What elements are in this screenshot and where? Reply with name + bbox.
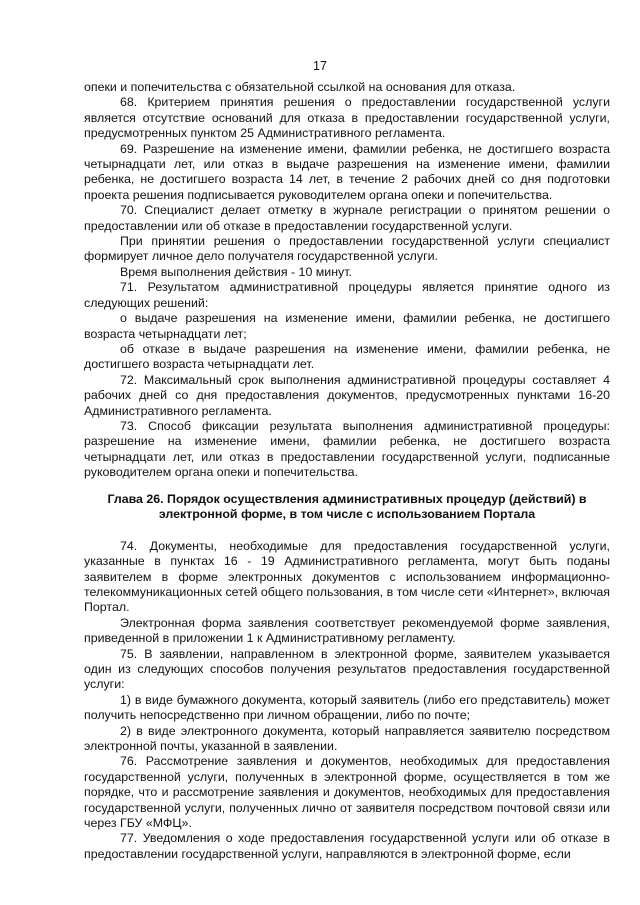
document-body	[84, 80, 610, 862]
paragraph: о выдаче разрешения на изменение имени, фамилии ребенка, не достигшего возраста четырнадцати лет;	[84, 311, 610, 341]
paragraph: 73. Способ фиксации результата выполнения административной процедуры: разрешение на изменение имени, фамилии ребенка, не достигшего возраста четырнадцати лет, или отказ в предоставлении государственной услуги, подписанные руководителем органа опеки и попечительства.	[84, 418, 610, 480]
paragraph: 69. Разрешение на изменение имени, фамилии ребенка, не достигшего возраста четырнадцати лет, или отказ в выдаче разрешения на изменение имени, фамилии ребенка, не достигшего возраста 14 лет, в течение 2 рабочих дней со дня подготовки проекта решения подписывается руководителем органа опеки и попечительства.	[84, 141, 610, 202]
page-number: 17	[313, 59, 327, 73]
paragraph: 75. В заявлении, направленном в электронной форме, заявителем указывается один из следующих способов получения результатов предоставления государственной услуги:	[84, 646, 610, 692]
paragraph: 70. Специалист делает отметку в журнале регистрации о принятом решении о предоставлении или об отказе в предоставлении государственной услуги.	[84, 203, 610, 233]
paragraph: Время выполнения действия - 10 минут.	[120, 264, 352, 279]
paragraph: 74. Документы, необходимые для предоставления государственной услуги, указанные в пунктах 16 - 19 Административного регламента, могут быть поданы заявителем в форме электронных документов с использованием информационно-телекоммуникационных сетей общего пользования, в том числе сети «Интернет», включая Портал.	[84, 538, 611, 615]
paragraph: 76. Рассмотрение заявления и документов, необходимых для предоставления государственной услуги, полученных в электронной форме, осуществляется в том же порядке, что и рассмотрение заявления и документов, необходимых для предоставления государственной услуги, полученных лично от заявителя посредством почтовой связи или через ГБУ «МФЦ».	[84, 754, 610, 831]
chapter-heading-line: Глава 26. Порядок осуществления административных процедур (действий) в	[107, 491, 587, 506]
paragraph: опеки и попечительства с обязательной ссылкой на основания для отказа.	[84, 80, 516, 94]
paragraph: 71. Результатом административной процедуры является принятие одного из следующих решений:	[84, 280, 610, 310]
paragraph: 1) в виде бумажного документа, который заявитель (либо его представитель) может получить непосредственно при личном обращении, либо по почте;	[84, 692, 610, 723]
chapter-heading	[92, 492, 602, 523]
paragraph: Электронная форма заявления соответствует рекомендуемой форме заявления, приведенной в приложении 1 к Административному регламенту.	[84, 615, 610, 646]
paragraph: 77. Уведомления о ходе предоставления государственной услуги или об отказе в предоставлении государственной услуги, направляются в электронной форме, если	[84, 831, 610, 861]
chapter-heading-line: электронной форме, в том числе с использованием Портала	[158, 507, 536, 522]
paragraph: 2) в виде электронного документа, который направляется заявителю посредством электронной почты, указанной в заявлении.	[84, 723, 610, 754]
paragraph: 68. Критерием принятия решения о предоставлении государственной услуги является отсутствие оснований для отказа в предоставлении государственной услуги, предусмотренных пунктом 25 Административного регламента.	[84, 95, 610, 141]
paragraph: об отказе в выдаче разрешения на изменение имени, фамилии ребенка, не достигшего возраста четырнадцати лет.	[84, 341, 610, 372]
paragraph: При принятии решения о предоставлении государственной услуги специалист формирует личное дело получателя государственной услуги.	[84, 234, 610, 264]
paragraph: 72. Максимальный срок выполнения административной процедуры составляет 4 рабочих дней со дня предоставления документов, предусмотренных пунктами 16-20 Административного регламента.	[84, 372, 610, 418]
